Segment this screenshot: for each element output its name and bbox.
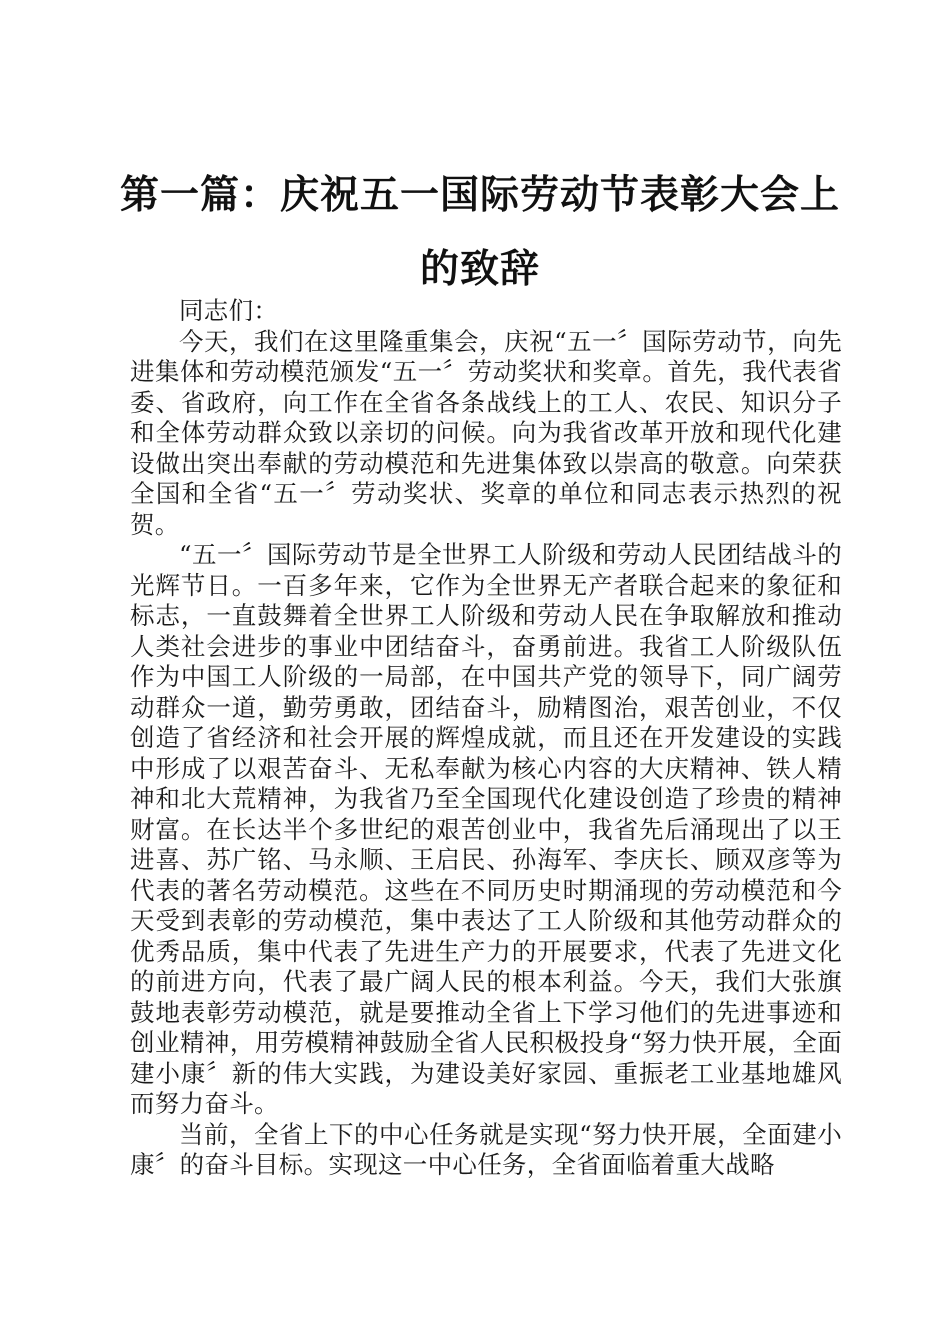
salutation-paragraph: 同志们： <box>179 296 279 325</box>
body-paragraph-3: 当前，全省上下的中心任务就是实现“努力快开展，全面建小康〞的奋斗目标。实现这一中心任务，全省面临着重大战略 <box>130 1119 842 1179</box>
body-paragraph-1: 今天，我们在这里隆重集会，庆祝“五一〞国际劳动节，向先进集体和劳动模范颁发“五一〞劳动奖状和奖章。首先，我代表省委、省政府，向工作在全省各条战线上的工人、农民、知识分子和全体劳动群众致以亲切的问候。向为我省改革开放和现代化建设做出突出奉献的劳动模范和先进集体致以崇高的敬意。向荣获全国和全省“五一〞劳动奖状、奖章的单位和同志表示热烈的祝贺。 <box>130 326 842 539</box>
document-body <box>130 296 842 1181</box>
document-title: 第一篇：庆祝五一国际劳动节表彰大会上的致辞 <box>119 172 840 292</box>
body-paragraph-2: “五一〞国际劳动节是全世界工人阶级和劳动人民团结战斗的光辉节日。一百多年来，它作为全世界无产者联合起来的象征和标志，一直鼓舞着全世界工人阶级和劳动人民在争取解放和推动人类社会进步的事业中团结奋斗，奋勇前进。我省工人阶级队伍作为中国工人阶级的一局部，在中国共产党的领导下，同广阔劳动群众一道，勤劳勇敢，团结奋斗，励精图治，艰苦创业，不仅创造了省经济和社会开展的辉煌成就，而且还在开发建设的实践中形成了以艰苦奋斗、无私奉献为核心内容的大庆精神、铁人精神和北大荒精神，为我省乃至全国现代化建设创造了珍贵的精神财富。在长达半个多世纪的艰苦创业中，我省先后涌现出了以王进喜、苏广铭、马永顺、王启民、孙海军、李庆长、顾双彦等为代表的著名劳动模范。这些在不同历史时期涌现的劳动模范和今天受到表彰的劳动模范，集中表达了工人阶级和其他劳动群众的优秀品质，集中代表了先进生产力的开展要求，代表了先进文化的前进方向，代表了最广阔人民的根本利益。今天，我们大张旗鼓地表彰劳动模范，就是要推动全省上下学习他们的先进事迹和创业精神，用劳模精神鼓励全省人民积极投身“努力快开展，全面建小康〞新的伟大实践，为建设美好家园、重振老工业基地雄风而努力奋斗。 <box>130 540 842 1118</box>
